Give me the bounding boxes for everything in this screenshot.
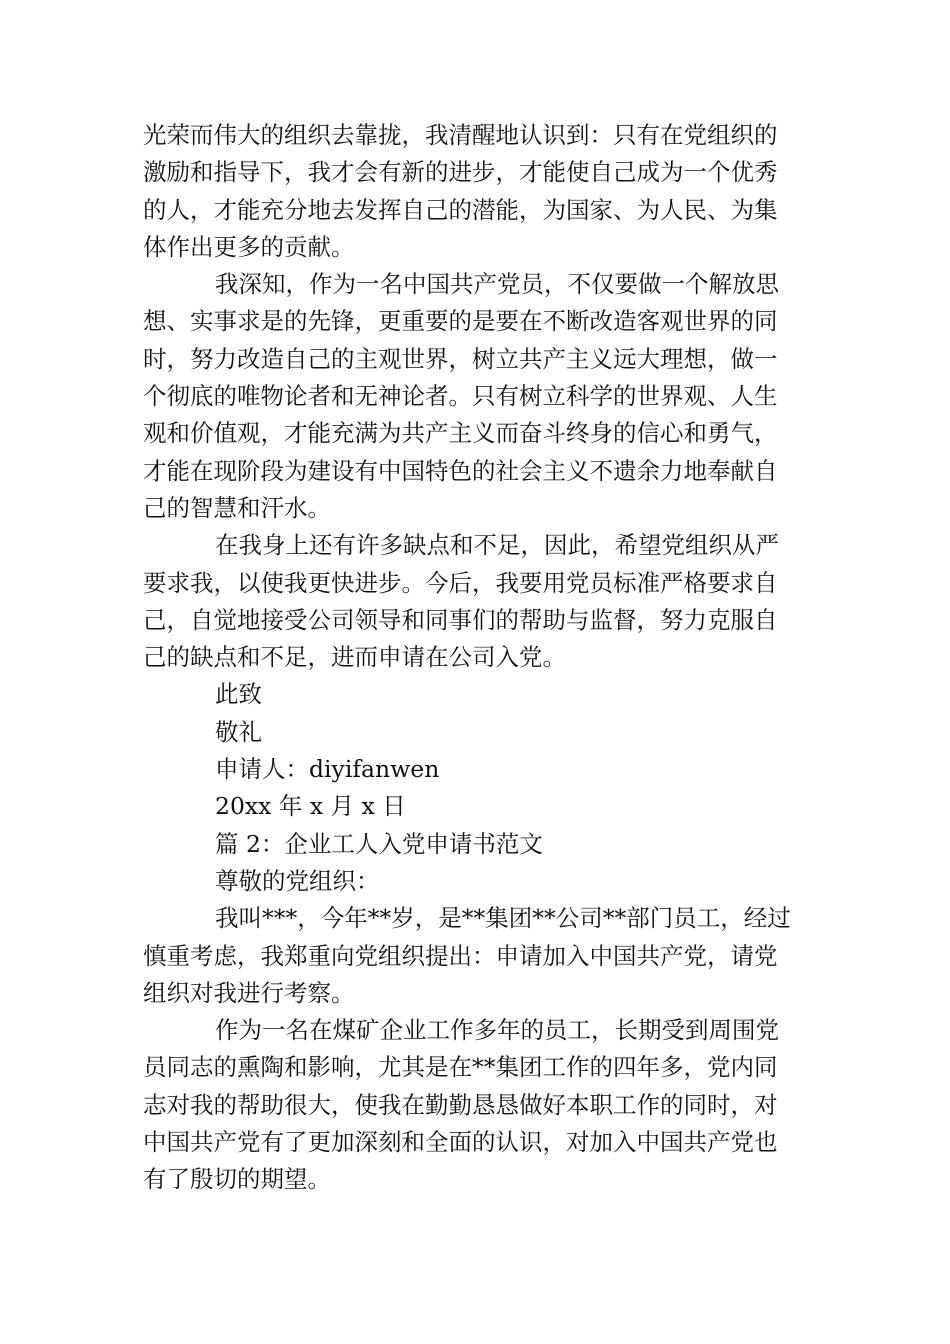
text-line: 作为一名在煤矿企业工作多年的员工，长期受到周围党	[215, 1016, 779, 1045]
text-line: 尊敬的党组织：	[215, 866, 380, 895]
text-line: 光荣而伟大的组织去靠拢，我清醒地认识到：只有在党组织的	[143, 121, 778, 149]
text-line: 个彻底的唯物论者和无神论者。只有树立科学的世界观、人生	[143, 382, 778, 411]
text-line: 想、实事求是的先锋，更重要的是要在不断改造客观世界的同	[143, 307, 778, 336]
text-line: 要求我，以使我更快进步。今后，我要用党员标准严格要求自	[143, 568, 778, 597]
text-line: 此致	[215, 680, 262, 709]
text-line: 我叫***，今年**岁，是**集团**公司**部门员工，经过	[215, 904, 791, 933]
text-line: 篇 2：企业工人入党申请书范文	[215, 829, 543, 858]
document-body	[143, 117, 813, 1199]
text-line: 时，努力改造自己的主观世界，树立共产主义远大理想，做一	[143, 344, 778, 373]
text-line: 激励和指导下，我才会有新的进步，才能使自己成为一个优秀	[143, 158, 778, 187]
text-line: 才能在现阶段为建设有中国特色的社会主义不遗余力地奉献自	[143, 456, 778, 485]
text-line: 己，自觉地接受公司领导和同事们的帮助与监督，努力克服自	[143, 605, 778, 634]
text-line: 敬礼	[215, 717, 262, 746]
text-line: 志对我的帮助很大，使我在勤勤恳恳做好本职工作的同时，对	[143, 1090, 778, 1119]
text-line: 申请人：diyifanwen	[215, 755, 440, 784]
text-line: 在我身上还有许多缺点和不足，因此，希望党组织从严	[215, 531, 779, 560]
text-line: 中国共产党有了更加深刻和全面的认识，对加入中国共产党也	[143, 1128, 778, 1157]
text-line: 己的智慧和汗水。	[143, 493, 331, 522]
text-line: 己的缺点和不足，进而申请在公司入党。	[143, 643, 566, 672]
text-line: 员同志的熏陶和影响，尤其是在**集团工作的四年多，党内同	[143, 1053, 778, 1082]
text-line: 我深知，作为一名中国共产党员，不仅要做一个解放思	[215, 270, 779, 299]
text-line: 有了殷切的期望。	[143, 1165, 331, 1194]
text-line: 20xx 年 x 月 x 日	[215, 792, 406, 821]
text-line: 观和价值观，才能充满为共产主义而奋斗终身的信心和勇气，	[143, 419, 778, 448]
text-line: 体作出更多的贡献。	[143, 232, 355, 261]
text-line: 的人，才能充分地去发挥自己的潜能，为国家、为人民、为集	[143, 195, 778, 224]
text-line: 慎重考虑，我郑重向党组织提出：申请加入中国共产党，请党	[143, 941, 778, 970]
text-line: 组织对我进行考察。	[143, 978, 355, 1007]
